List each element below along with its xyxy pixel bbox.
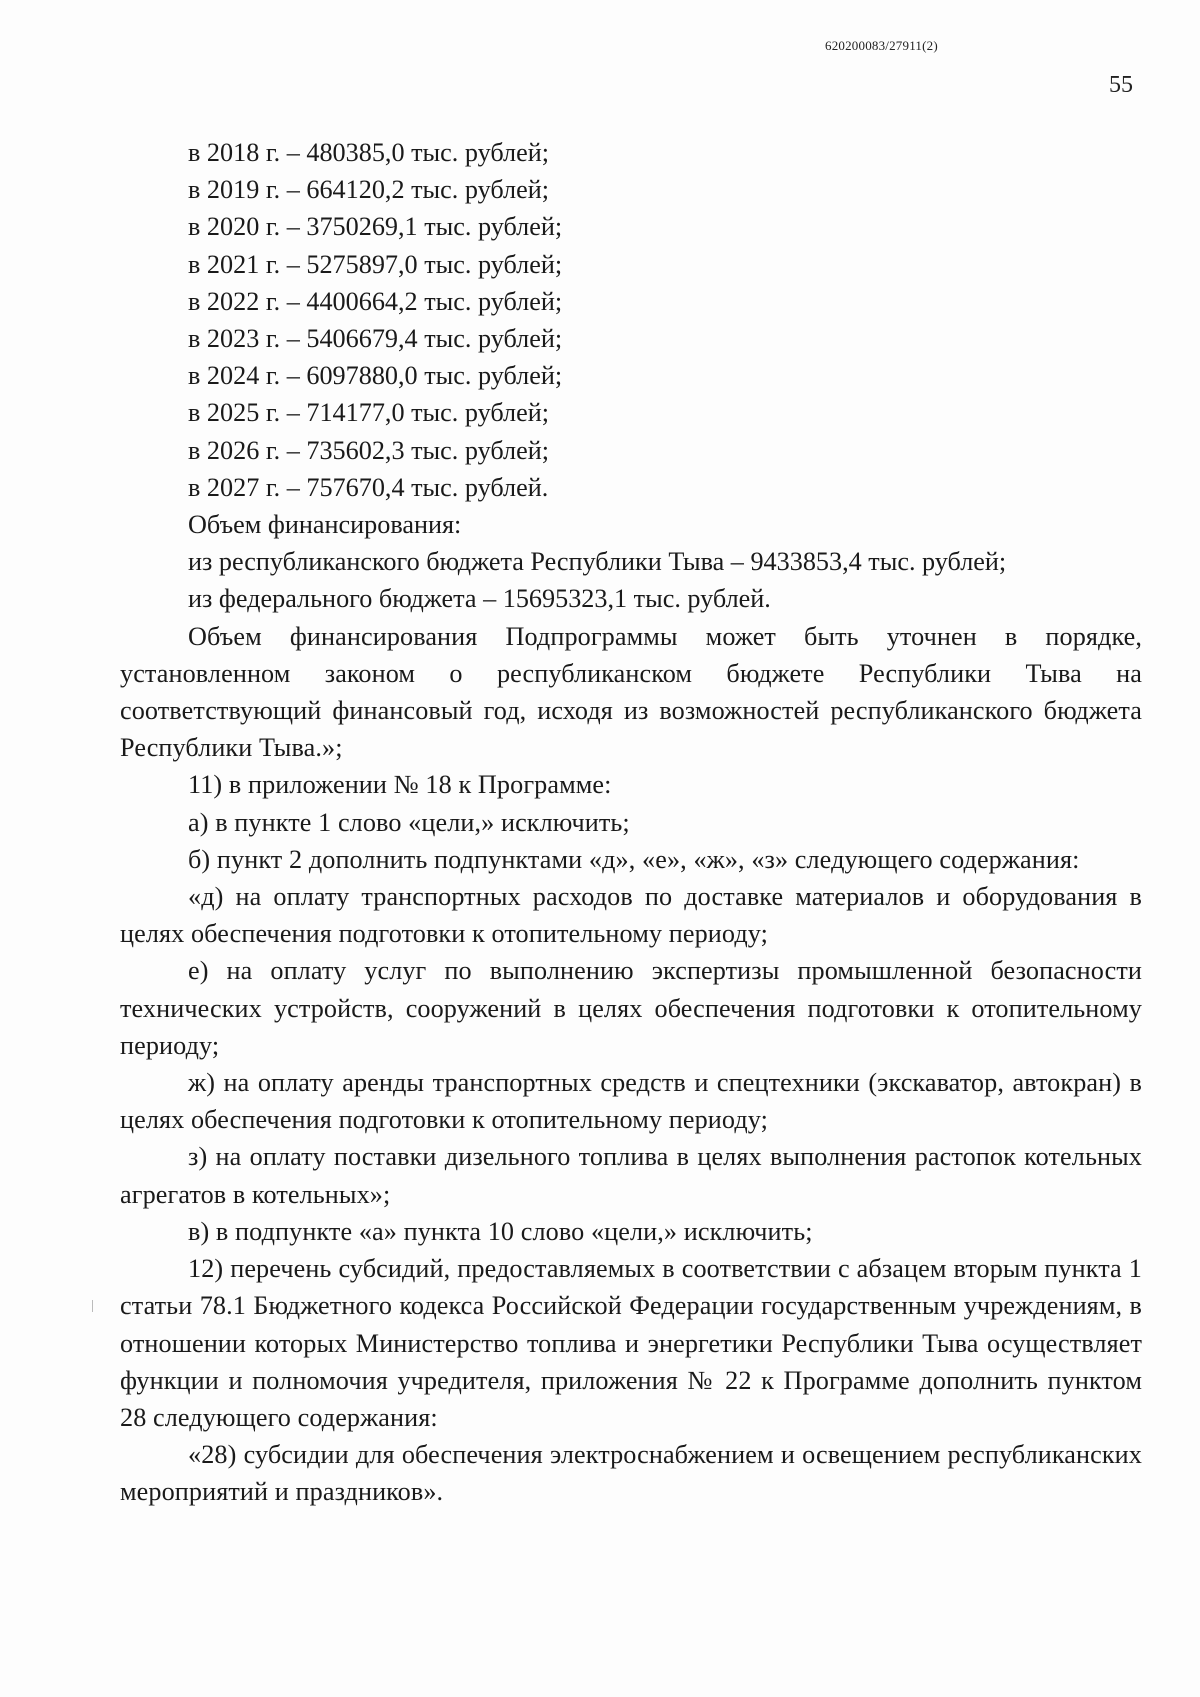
funding-year-2023: в 2023 г. – 5406679,4 тыс. рублей; bbox=[188, 324, 563, 354]
funding-year-2022: в 2022 г. – 4400664,2 тыс. рублей; bbox=[188, 286, 563, 316]
document-code: 620200083/27911(2) bbox=[825, 38, 938, 53]
funding-year-2025: в 2025 г. – 714177,0 тыс. рублей; bbox=[188, 398, 550, 428]
funding-volume-federal: из федерального бюджета – 15695323,1 тыс. рублей. bbox=[188, 584, 771, 614]
page-number: 55 bbox=[1109, 72, 1133, 98]
funding-year-2026: в 2026 г. – 735602,3 тыс. рублей; bbox=[188, 435, 550, 465]
funding-year-2018: в 2018 г. – 480385,0 тыс. рублей; bbox=[188, 138, 550, 167]
funding-year-2021: в 2021 г. – 5275897,0 тыс. рублей; bbox=[188, 249, 563, 279]
funding-year-2024: в 2024 г. – 6097880,0 тыс. рублей; bbox=[188, 361, 563, 391]
paragraph-subitem-zh: ж) на оплату аренды транспортных средств и спецтехники (экскаватор, автокран) в целях обеспечения подготовки к отопительному периоду; bbox=[120, 1068, 1142, 1135]
funding-year-2020: в 2020 г. – 3750269,1 тыс. рублей; bbox=[188, 212, 563, 242]
funding-volume-title: Объем финансирования: bbox=[188, 510, 462, 540]
paragraph-subitem-z: з) на оплату поставки дизельного топлива в целях выполнения растопок котельных агрегатов в котельных»; bbox=[120, 1142, 1142, 1209]
paragraph-item-28: «28) субсидии для обеспечения электроснабжением и освещением республиканских мероприятий и праздников». bbox=[120, 1440, 1142, 1507]
paragraph-item-11b: б) пункт 2 дополнить подпунктами «д», «е», «ж», «з» следующего содержания: bbox=[188, 844, 1080, 874]
paragraph-item-11: 11) в приложении № 18 к Программе: bbox=[188, 770, 612, 800]
paragraph-item-11a: а) в пункте 1 слово «цели,» исключить; bbox=[188, 807, 630, 837]
scan-artifact-mark bbox=[92, 1300, 93, 1312]
paragraph-item-12: 12) перечень субсидий, предоставляемых в соответствии с абзацем вторым пункта 1 статьи 78.1 Бюджетного кодекса Российской Федерации государственным учреждениям, в отношении которых Министерство топлива и энергетики Республики Тыва осуществляет функции и полномочия учредителя, приложения № 22 к Программе дополнить пунктом 28 следующего содержания: bbox=[120, 1254, 1142, 1432]
paragraph-funding-adjustment: Объем финансирования Подпрограммы может быть уточнен в порядке, установленном законом о республиканском бюджете Республики Тыва на соответствующий финансовый год, исходя из возможностей республиканского бюджета Республики Тыва.»; bbox=[120, 621, 1142, 763]
paragraph-subitem-e: е) на оплату услуг по выполнению экспертизы промышленной безопасности технических устройств, сооружений в целях обеспечения подготовки к отопительному периоду; bbox=[120, 956, 1142, 1060]
document-body bbox=[120, 134, 1142, 1511]
paragraph-item-11v: в) в подпункте «а» пункта 10 слово «цели,» исключить; bbox=[188, 1216, 813, 1246]
funding-year-2027: в 2027 г. – 757670,4 тыс. рублей. bbox=[188, 472, 549, 502]
paragraph-subitem-d: «д) на оплату транспортных расходов по доставке материалов и оборудования в целях обеспечения подготовки к отопительному периоду; bbox=[120, 882, 1142, 949]
funding-year-2019: в 2019 г. – 664120,2 тыс. рублей; bbox=[188, 175, 550, 205]
funding-volume-republic: из республиканского бюджета Республики Тыва – 9433853,4 тыс. рублей; bbox=[188, 547, 1007, 577]
